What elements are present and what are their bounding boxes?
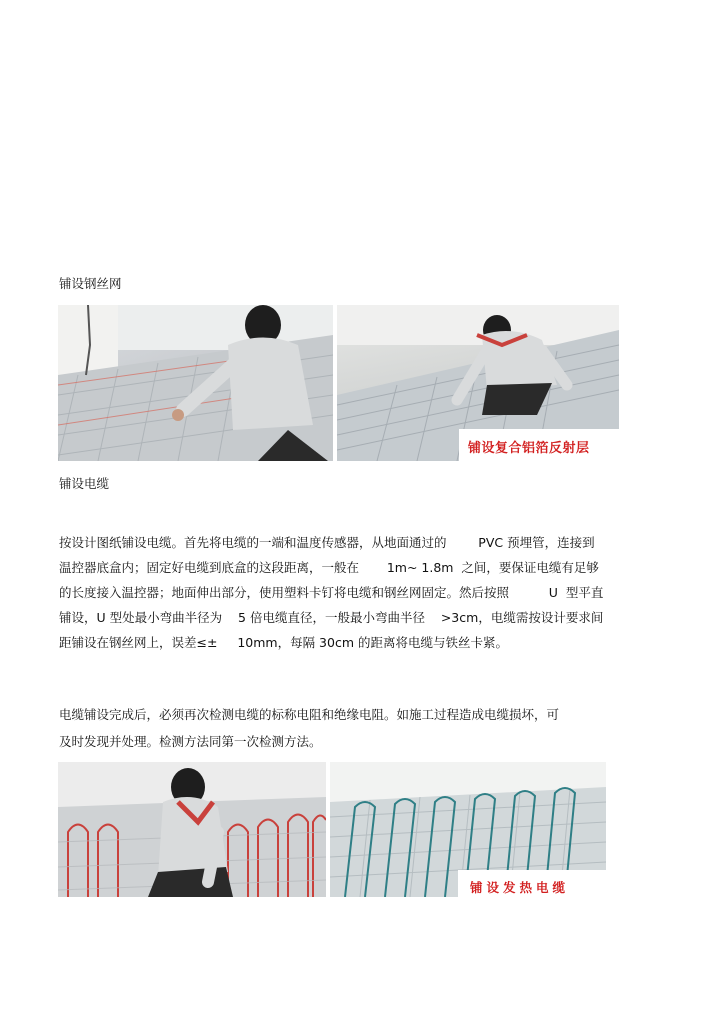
section-heading-mesh: 铺设钢丝网 [59, 276, 122, 291]
photo-caption-foil: 铺设复合铝箔反射层 [468, 441, 590, 456]
photo-laying-foil [337, 305, 619, 461]
paragraph-line: 距铺设在钢丝网上，误差≤± 10mm，每隔 30cm 的距离将电缆与铁丝卡紧。 [59, 635, 508, 650]
paragraph-line: 及时发现并处理。检测方法同第一次检测方法。 [59, 734, 322, 749]
paragraph-cable-testing [59, 701, 649, 755]
paragraph-line: 电缆铺设完成后，必须再次检测电缆的标称电阻和绝缘电阻。如施工过程造成电缆损坏，可 [59, 707, 560, 722]
paragraph-line: 的长度接入温控器；地面伸出部分，使用塑料卡钉将电缆和钢丝网固定。然后按照 U 型平直 [59, 585, 604, 600]
paragraph-cable-laying [59, 530, 649, 655]
section-heading-cable: 铺设电缆 [59, 476, 110, 491]
photo-laid-heating-cable [330, 762, 606, 897]
photo-laying-cable-worker [58, 762, 326, 897]
photo-laying-mesh [58, 305, 333, 461]
paragraph-line: 铺设，U 型处最小弯曲半径为 5 倍电缆直径，一般最小弯曲半径 >3cm，电缆需按设计要求间 [59, 610, 604, 625]
photo-caption-heating-cable: 铺设发热电缆 [470, 880, 570, 895]
paragraph-line: 温控器底盒内；固定好电缆到底盒的这段距离，一般在 1m~ 1.8m 之间，要保证电缆有足够 [59, 560, 599, 575]
paragraph-line: 按设计图纸铺设电缆。首先将电缆的一端和温度传感器，从地面通过的 PVC 预埋管，连接到 [59, 535, 595, 550]
